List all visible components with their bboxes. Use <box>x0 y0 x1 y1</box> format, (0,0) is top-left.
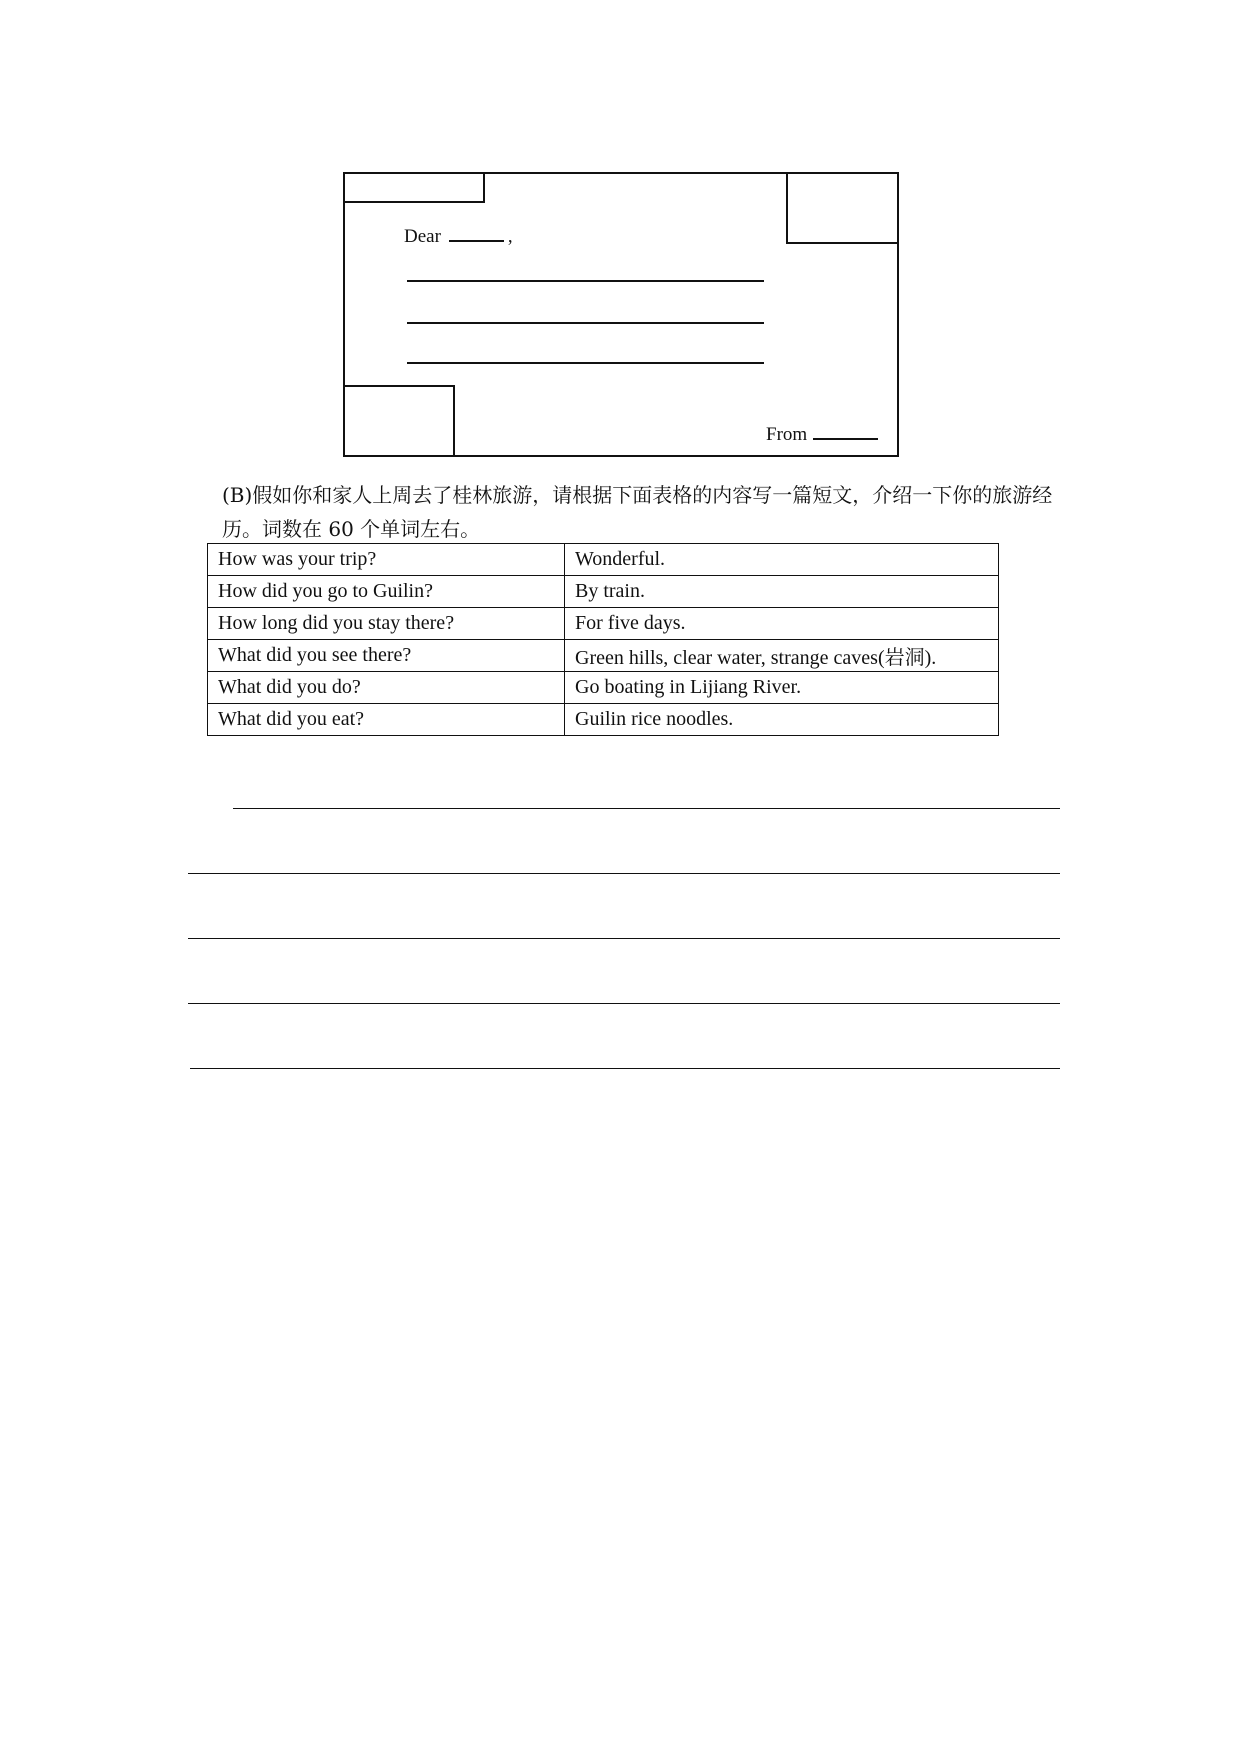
task-instruction: (B)假如你和家人上周去了桂林旅游，请根据下面表格的内容写一篇短文，介绍一下你的旅游经历。词数在 60 个单词左右。 <box>222 483 1053 541</box>
table-row <box>208 672 999 704</box>
answer-cell: Green hills, clear water, strange caves(岩洞). <box>565 640 999 672</box>
question-cell: How was your trip? <box>208 544 565 576</box>
sender-blank[interactable] <box>813 437 878 440</box>
answer-writing-line[interactable] <box>188 938 1060 939</box>
postcard-writing-line[interactable] <box>407 362 764 364</box>
postcard-stamp-box <box>786 172 899 244</box>
table-row <box>208 608 999 640</box>
from-label: From <box>766 424 808 445</box>
recipient-blank[interactable] <box>449 239 504 242</box>
answer-writing-line[interactable] <box>233 808 1060 809</box>
answer-cell: Guilin rice noodles. <box>565 704 999 736</box>
answer-writing-line[interactable] <box>190 1068 1060 1069</box>
postcard-greeting <box>404 226 513 248</box>
postcard-top-left-box <box>343 172 485 203</box>
table-row <box>208 544 999 576</box>
question-cell: What did you eat? <box>208 704 565 736</box>
postcard-sender <box>766 424 878 446</box>
answer-cell: Go boating in Lijiang River. <box>565 672 999 704</box>
table-row <box>208 576 999 608</box>
question-cell: What did you do? <box>208 672 565 704</box>
answer-cell: For five days. <box>565 608 999 640</box>
postcard-writing-line[interactable] <box>407 280 764 282</box>
table-row <box>208 640 999 672</box>
postcard <box>343 172 899 457</box>
answer-cell: By train. <box>565 576 999 608</box>
postcard-bottom-left-box <box>343 385 455 457</box>
answer-writing-line[interactable] <box>188 873 1060 874</box>
dear-label: Dear <box>404 226 441 247</box>
question-cell: What did you see there? <box>208 640 565 672</box>
answer-cell: Wonderful. <box>565 544 999 576</box>
question-cell: How did you go to Guilin? <box>208 576 565 608</box>
question-cell: How long did you stay there? <box>208 608 565 640</box>
dear-comma: , <box>507 226 513 247</box>
postcard-writing-line[interactable] <box>407 322 764 324</box>
table-row <box>208 704 999 736</box>
trip-info-table <box>207 543 999 736</box>
answer-writing-line[interactable] <box>188 1003 1060 1004</box>
